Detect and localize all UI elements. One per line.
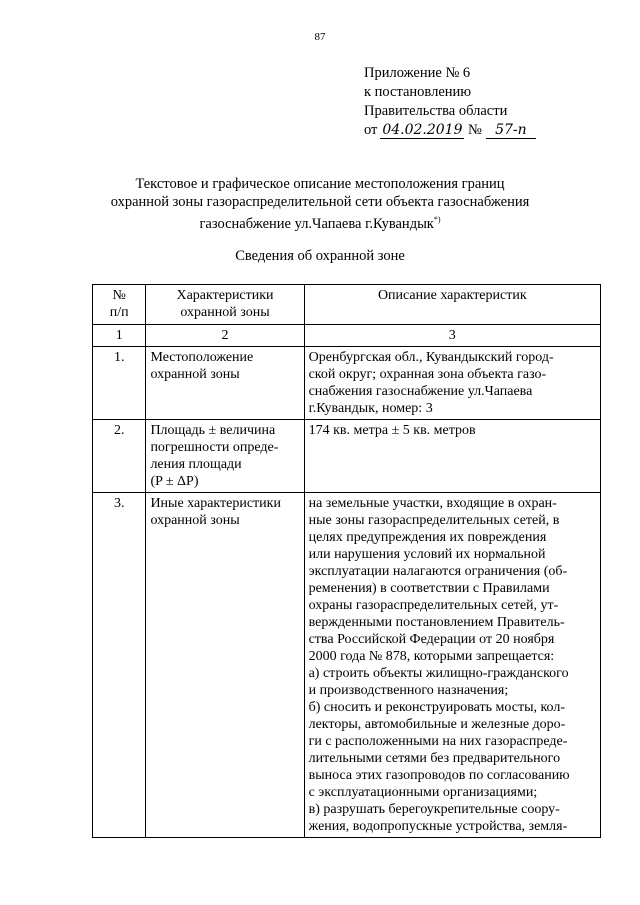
row-characteristic: Площадь ± величина погрешности опреде- ления площади (P ± ΔP) xyxy=(146,420,304,493)
column-number-row xyxy=(93,325,601,347)
title-line-3 xyxy=(60,211,580,233)
column-number-3: 3 xyxy=(304,325,600,347)
header-characteristic: Характеристики охранной зоны xyxy=(146,285,304,325)
title-line-2: охранной зоны газораспределительной сети объекта газоснабжения xyxy=(110,194,530,210)
appendix-resolution-label: к постановлению xyxy=(364,84,472,100)
document-title xyxy=(60,175,580,233)
row-characteristic: Местоположение охранной зоны xyxy=(146,347,304,420)
title-line-3-text: газоснабжение ул.Чапаева г.Кувандык xyxy=(199,215,434,232)
table-row xyxy=(93,347,601,420)
from-label: от xyxy=(364,122,378,138)
column-number-1: 1 xyxy=(93,325,146,347)
row-number: 3. xyxy=(93,493,146,838)
footnote-mark: *) xyxy=(433,215,441,224)
table-header-row xyxy=(93,285,601,325)
section-title: Сведения об охранной зоне xyxy=(235,248,405,264)
row-characteristic: Иные характеристики охранной зоны xyxy=(146,493,304,838)
header-number: № п/п xyxy=(93,285,146,325)
number-label: № xyxy=(468,122,482,138)
table-row xyxy=(93,493,601,838)
title-line-1: Текстовое и графическое описание местоположения границ xyxy=(135,176,505,192)
protection-zone-table xyxy=(92,284,601,838)
handwritten-number: 57-п xyxy=(486,123,536,139)
appendix-date-line xyxy=(364,121,536,140)
page-number: 87 xyxy=(314,31,326,43)
column-number-2: 2 xyxy=(146,325,304,347)
appendix-block xyxy=(364,64,536,140)
row-number: 1. xyxy=(93,347,146,420)
table-row xyxy=(93,420,601,493)
row-description: 174 кв. метра ± 5 кв. метров xyxy=(304,420,600,493)
row-description: на земельные участки, входящие в охран- ные зоны газораспределительных сетей, в целях предупреждения их повреждения или нарушения условий их нормальной эксплуатации налагаются ограничения (об- ременения) в соответствии с Правилами охраны газораспределительных сетей, ут- вержденными постановлением Правитель- ства Российской Федерации от 20 ноября 2000 года № 878, которыми запрещается: а) строить объекты жилищно-гражданского и производственного назначения; б) сносить и реконструировать мосты, кол- лекторы, автомобильные и железные доро- ги с расположенными на них газораспреде- лительными сетями без предварительного выноса этих газопроводов по согласованию с эксплуатационными организациями; в) разрушать берегоукрепительные соору- жения, водопропускные устройства, земля- xyxy=(304,493,600,838)
header-description: Описание характеристик xyxy=(304,285,600,325)
appendix-government-label: Правительства области xyxy=(364,103,508,119)
appendix-title: Приложение № 6 xyxy=(364,65,471,81)
handwritten-date: 04.02.2019 xyxy=(382,122,463,138)
row-number: 2. xyxy=(93,420,146,493)
row-description: Оренбургская обл., Кувандыкский город- ской округ; охранная зона объекта газо- снабжения газоснабжение ул.Чапаева г.Кувандык, номер: 3 xyxy=(304,347,600,420)
